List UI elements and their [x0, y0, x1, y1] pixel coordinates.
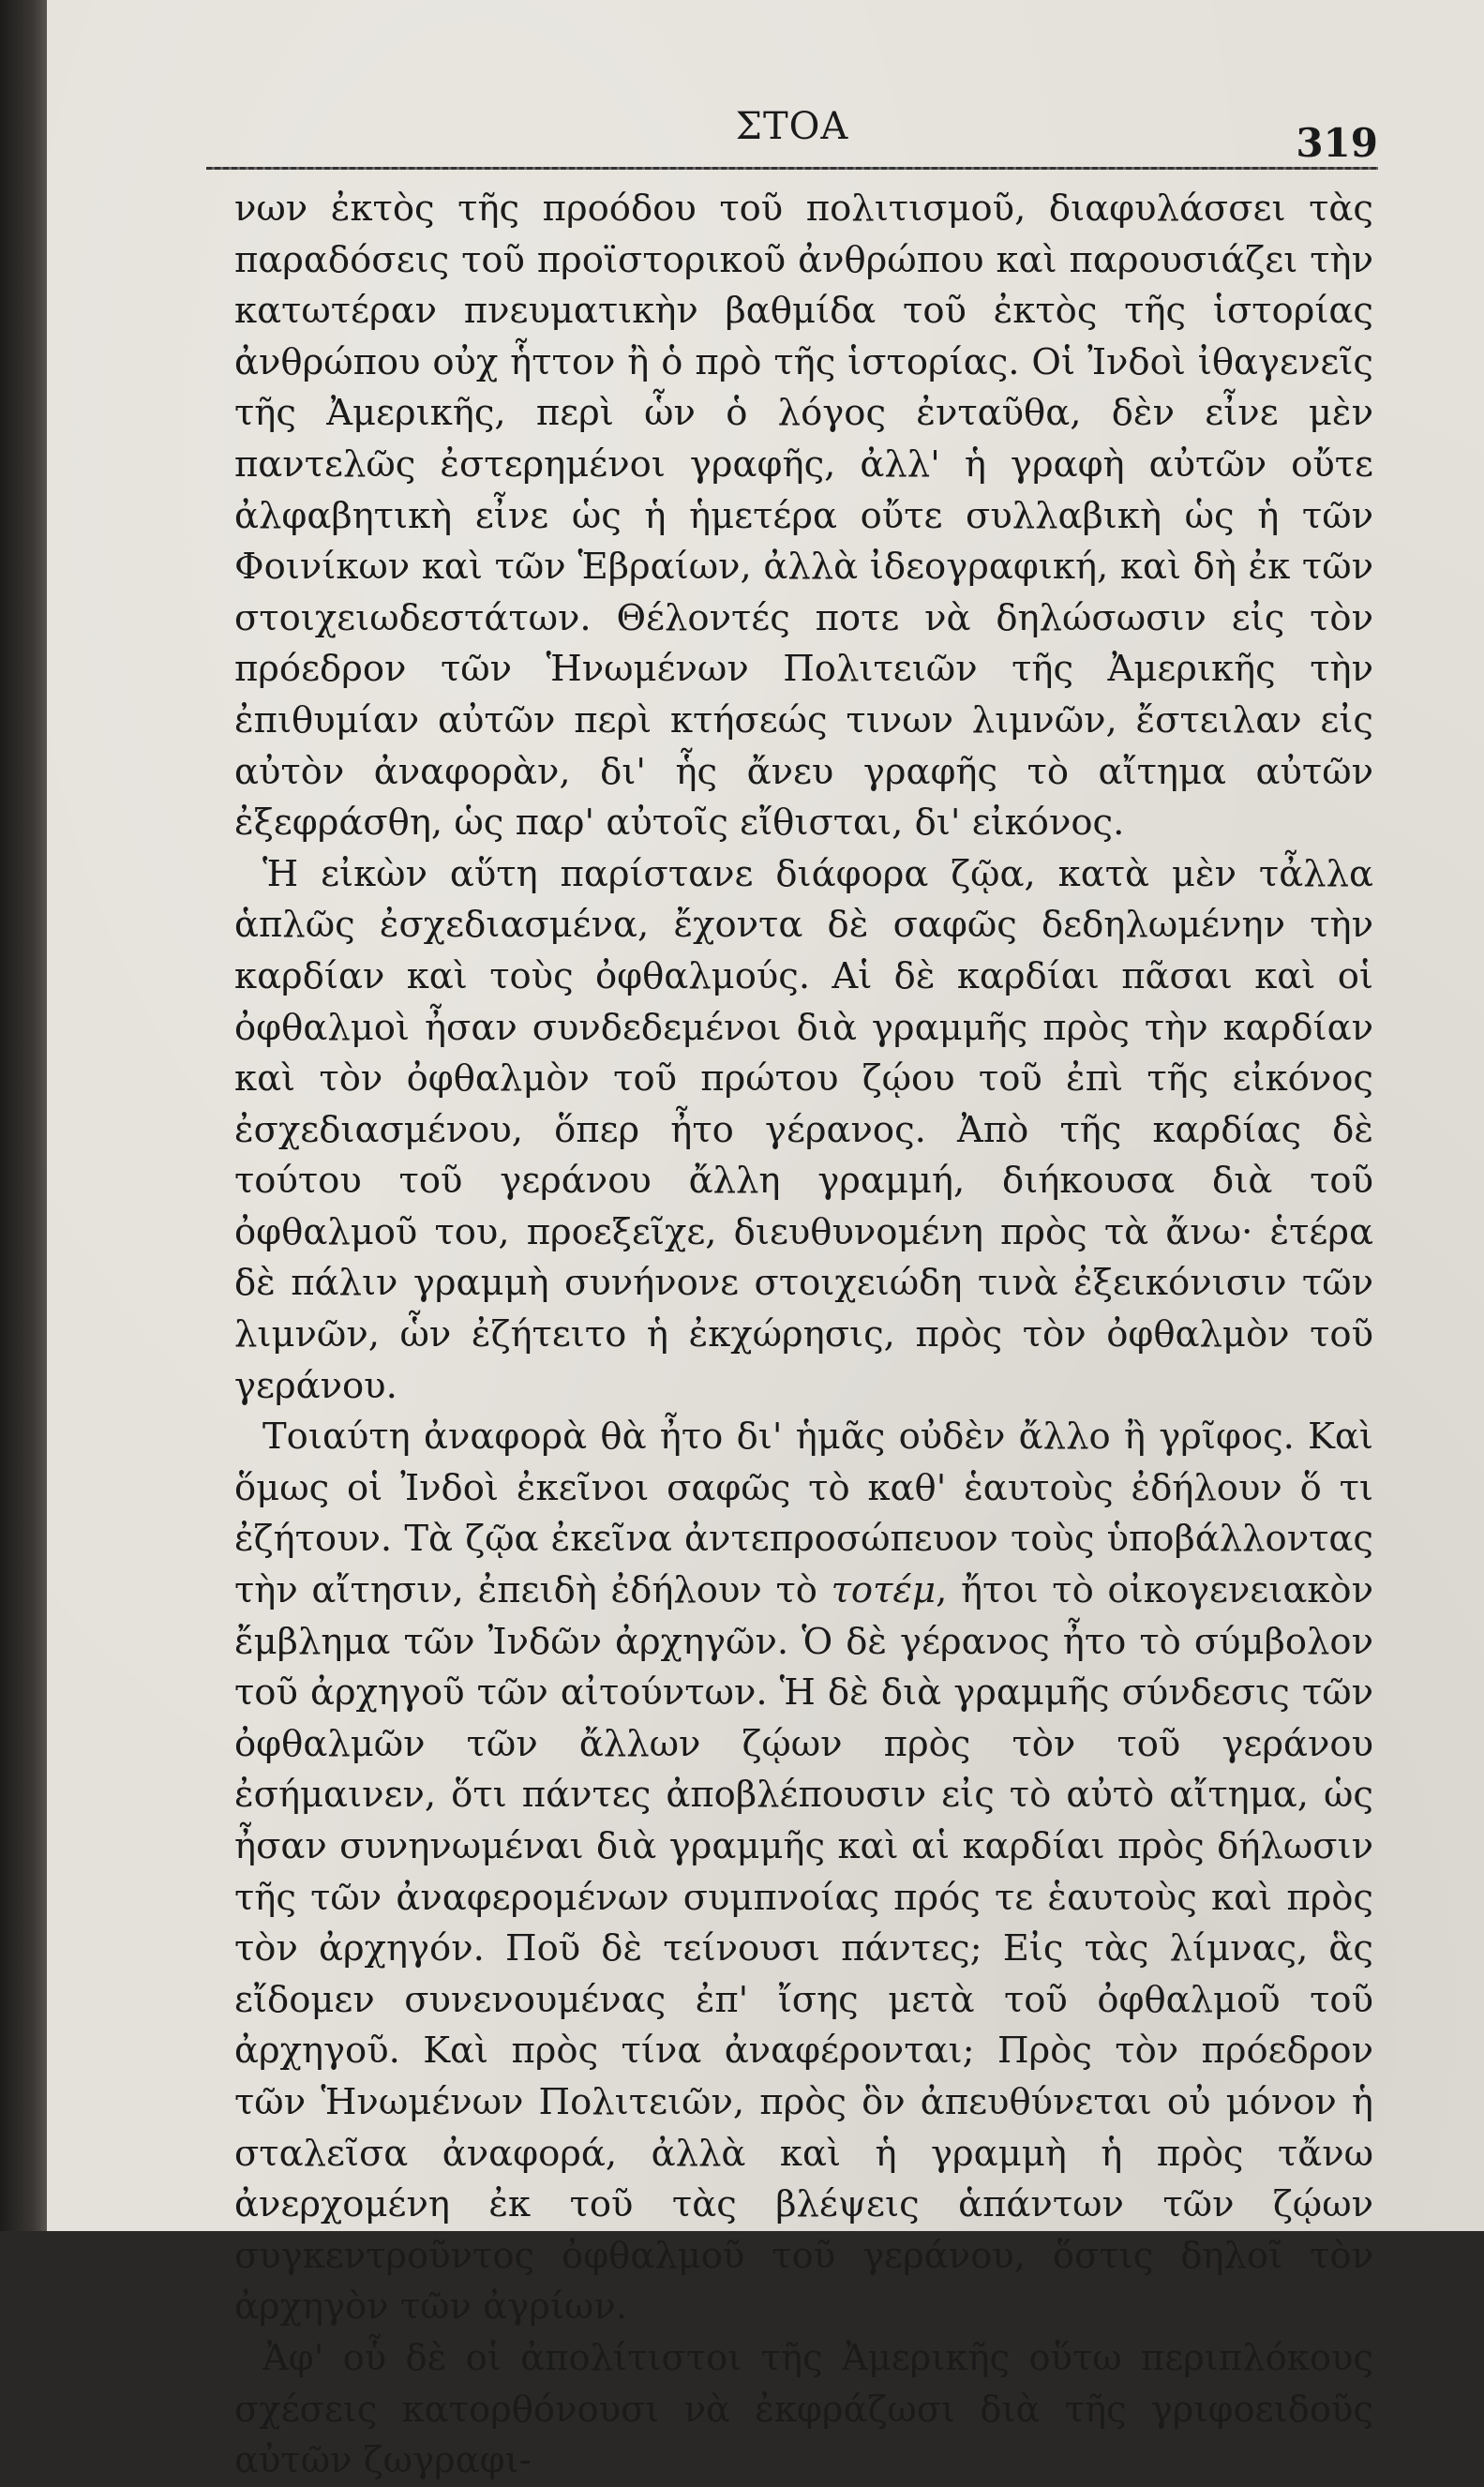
header-rule [206, 167, 1378, 170]
page-header [206, 103, 1378, 178]
page-number: 319 [1296, 120, 1378, 166]
paragraph-4 [234, 2333, 1373, 2487]
paragraph-3 [234, 1412, 1373, 2333]
italic-term-totem: τοτέμ [831, 1569, 937, 1612]
paragraph-3-text-a: Τοιαύτη ἀναφορὰ θὰ ἦτο δι' ἡμᾶς οὐδὲν ἄλλο ἢ γρῖφος. Καὶ ὅμως οἱ Ἰνδοὶ ἐκεῖνοι σαφῶς τὸ καθ' ἑαυτοὺς ἐδήλουν ὅ τι ἐζήτουν. Τὰ ζῷα ἐκεῖνα ἀντεπροσώπευον τοὺς ὑποβάλλοντας τὴν αἴτησιν, ἐπειδὴ ἐδήλουν τὸ [234, 1416, 1373, 1612]
paragraph-1 [234, 184, 1373, 849]
paragraph-4-text: Ἀφ' οὗ δὲ οἱ ἀπολίτιστοι τῆς Ἀμερικῆς οὕτω περιπλόκους σχέσεις κατορθόνουσι νὰ ἐκφράζωσι διὰ τῆς γριφοειδοῦς αὐτῶν ζωγραφι- [234, 2336, 1373, 2482]
paragraph-2 [234, 849, 1373, 1413]
running-title: ΣΤΟΑ [735, 105, 849, 148]
paragraph-2-text: Ἡ εἰκὼν αὕτη παρίστανε διάφορα ζῷα, κατὰ μὲν τἆλλα ἁπλῶς ἐσχεδιασμένα, ἔχοντα δὲ σαφῶς δεδηλωμένην τὴν καρδίαν καὶ τοὺς ὀφθαλμούς. Αἱ δὲ καρδίαι πᾶσαι καὶ οἱ ὀφθαλμοὶ ἦσαν συνδεδεμένοι διὰ γραμμῆς πρὸς τὴν καρδίαν καὶ τὸν ὀφθαλμὸν τοῦ πρώτου ζῴου τοῦ ἐπὶ τῆς εἰκόνος ἐσχεδιασμένου, ὅπερ ἦτο γέρανος. Ἀπὸ τῆς καρδίας δὲ τούτου τοῦ γεράνου ἄλλη γραμμή, διήκουσα διὰ τοῦ ὀφθαλμοῦ του, προεξεῖχε, διευθυνομένη πρὸς τὰ ἄνω· ἑτέρα δὲ πάλιν γραμμὴ συνήνονε στοιχειώδη τινὰ ἐξεικόνισιν τῶν λιμνῶν, ὧν ἐζήτειτο ἡ ἐκχώρησις, πρὸς τὸν ὀφθαλμὸν τοῦ γεράνου. [234, 852, 1373, 1407]
paragraph-3-text-b: , ἤτοι τὸ οἰκογενειακὸν ἔμβλημα τῶν Ἰνδῶν ἀρχηγῶν. Ὁ δὲ γέρανος ἦτο τὸ σύμβολον τοῦ ἀρχηγοῦ τῶν αἰτούντων. Ἡ δὲ διὰ γραμμῆς σύνδεσις τῶν ὀφθαλμῶν τῶν ἄλλων ζῴων πρὸς τὸν τοῦ γεράνου ἐσήμαινεν, ὅτι πάντες ἀποβλέπουσιν εἰς τὸ αὐτὸ αἴτημα, ὡς ἦσαν συνηνωμέναι διὰ γραμμῆς καὶ αἱ καρδίαι πρὸς δήλωσιν τῆς τῶν ἀναφερομένων συμπνοίας πρός τε ἑαυτοὺς καὶ πρὸς τὸν ἀρχηγόν. Ποῦ δὲ τείνουσι πάντες; Εἰς τὰς λίμνας, ἃς εἴδομεν συνενουμένας ἐπ' ἴσης μετὰ τοῦ ὀφθαλμοῦ τοῦ ἀρχηγοῦ. Καὶ πρὸς τίνα ἀναφέρονται; Πρὸς τὸν πρόεδρον τῶν Ἡνωμένων Πολιτειῶν, πρὸς ὃν ἀπευθύνεται οὐ μόνον ἡ σταλεῖσα ἀναφορά, ἀλλὰ καὶ ἡ γραμμὴ ἡ πρὸς τἄνω ἀνερχομένη ἐκ τοῦ τὰς βλέψεις ἁπάντων τῶν ζῴων συγκεντροῦντος ὀφθαλμοῦ τοῦ γεράνου, ὅστις δηλοῖ τὸν ἀρχηγὸν τῶν ἀγρίων. [234, 1569, 1373, 2329]
book-page [47, 0, 1484, 2482]
body-text [234, 184, 1373, 2487]
paragraph-1-text: νων ἐκτὸς τῆς προόδου τοῦ πολιτισμοῦ, διαφυλάσσει τὰς παραδόσεις τοῦ προϊστορικοῦ ἀνθρώπου καὶ παρουσιάζει τὴν κατωτέραν πνευματικὴν βαθμίδα τοῦ ἐκτὸς τῆς ἱστορίας ἀνθρώπου οὐχ ἧττον ἢ ὁ πρὸ τῆς ἱστορίας. Οἱ Ἰνδοὶ ἰθαγενεῖς τῆς Ἀμερικῆς, περὶ ὧν ὁ λόγος ἐνταῦθα, δὲν εἶνε μὲν παντελῶς ἐστερημένοι γραφῆς, ἀλλ' ἡ γραφὴ αὐτῶν οὔτε ἀλφαβητικὴ εἶνε ὡς ἡ ἡμετέρα οὔτε συλλαβικὴ ὡς ἡ τῶν Φοινίκων καὶ τῶν Ἑβραίων, ἀλλὰ ἰδεογραφική, καὶ δὴ ἐκ τῶν στοιχειωδεστάτων. Θέλοντές ποτε νὰ δηλώσωσιν εἰς τὸν πρόεδρον τῶν Ἡνωμένων Πολιτειῶν τῆς Ἀμερικῆς τὴν ἐπιθυμίαν αὐτῶν περὶ κτήσεώς τινων λιμνῶν, ἔστειλαν εἰς αὐτὸν ἀναφορὰν, δι' ἧς ἄνευ γραφῆς τὸ αἴτημα αὐτῶν ἐξεφράσθη, ὡς παρ' αὐτοῖς εἴθισται, δι' εἰκόνος. [234, 187, 1373, 845]
